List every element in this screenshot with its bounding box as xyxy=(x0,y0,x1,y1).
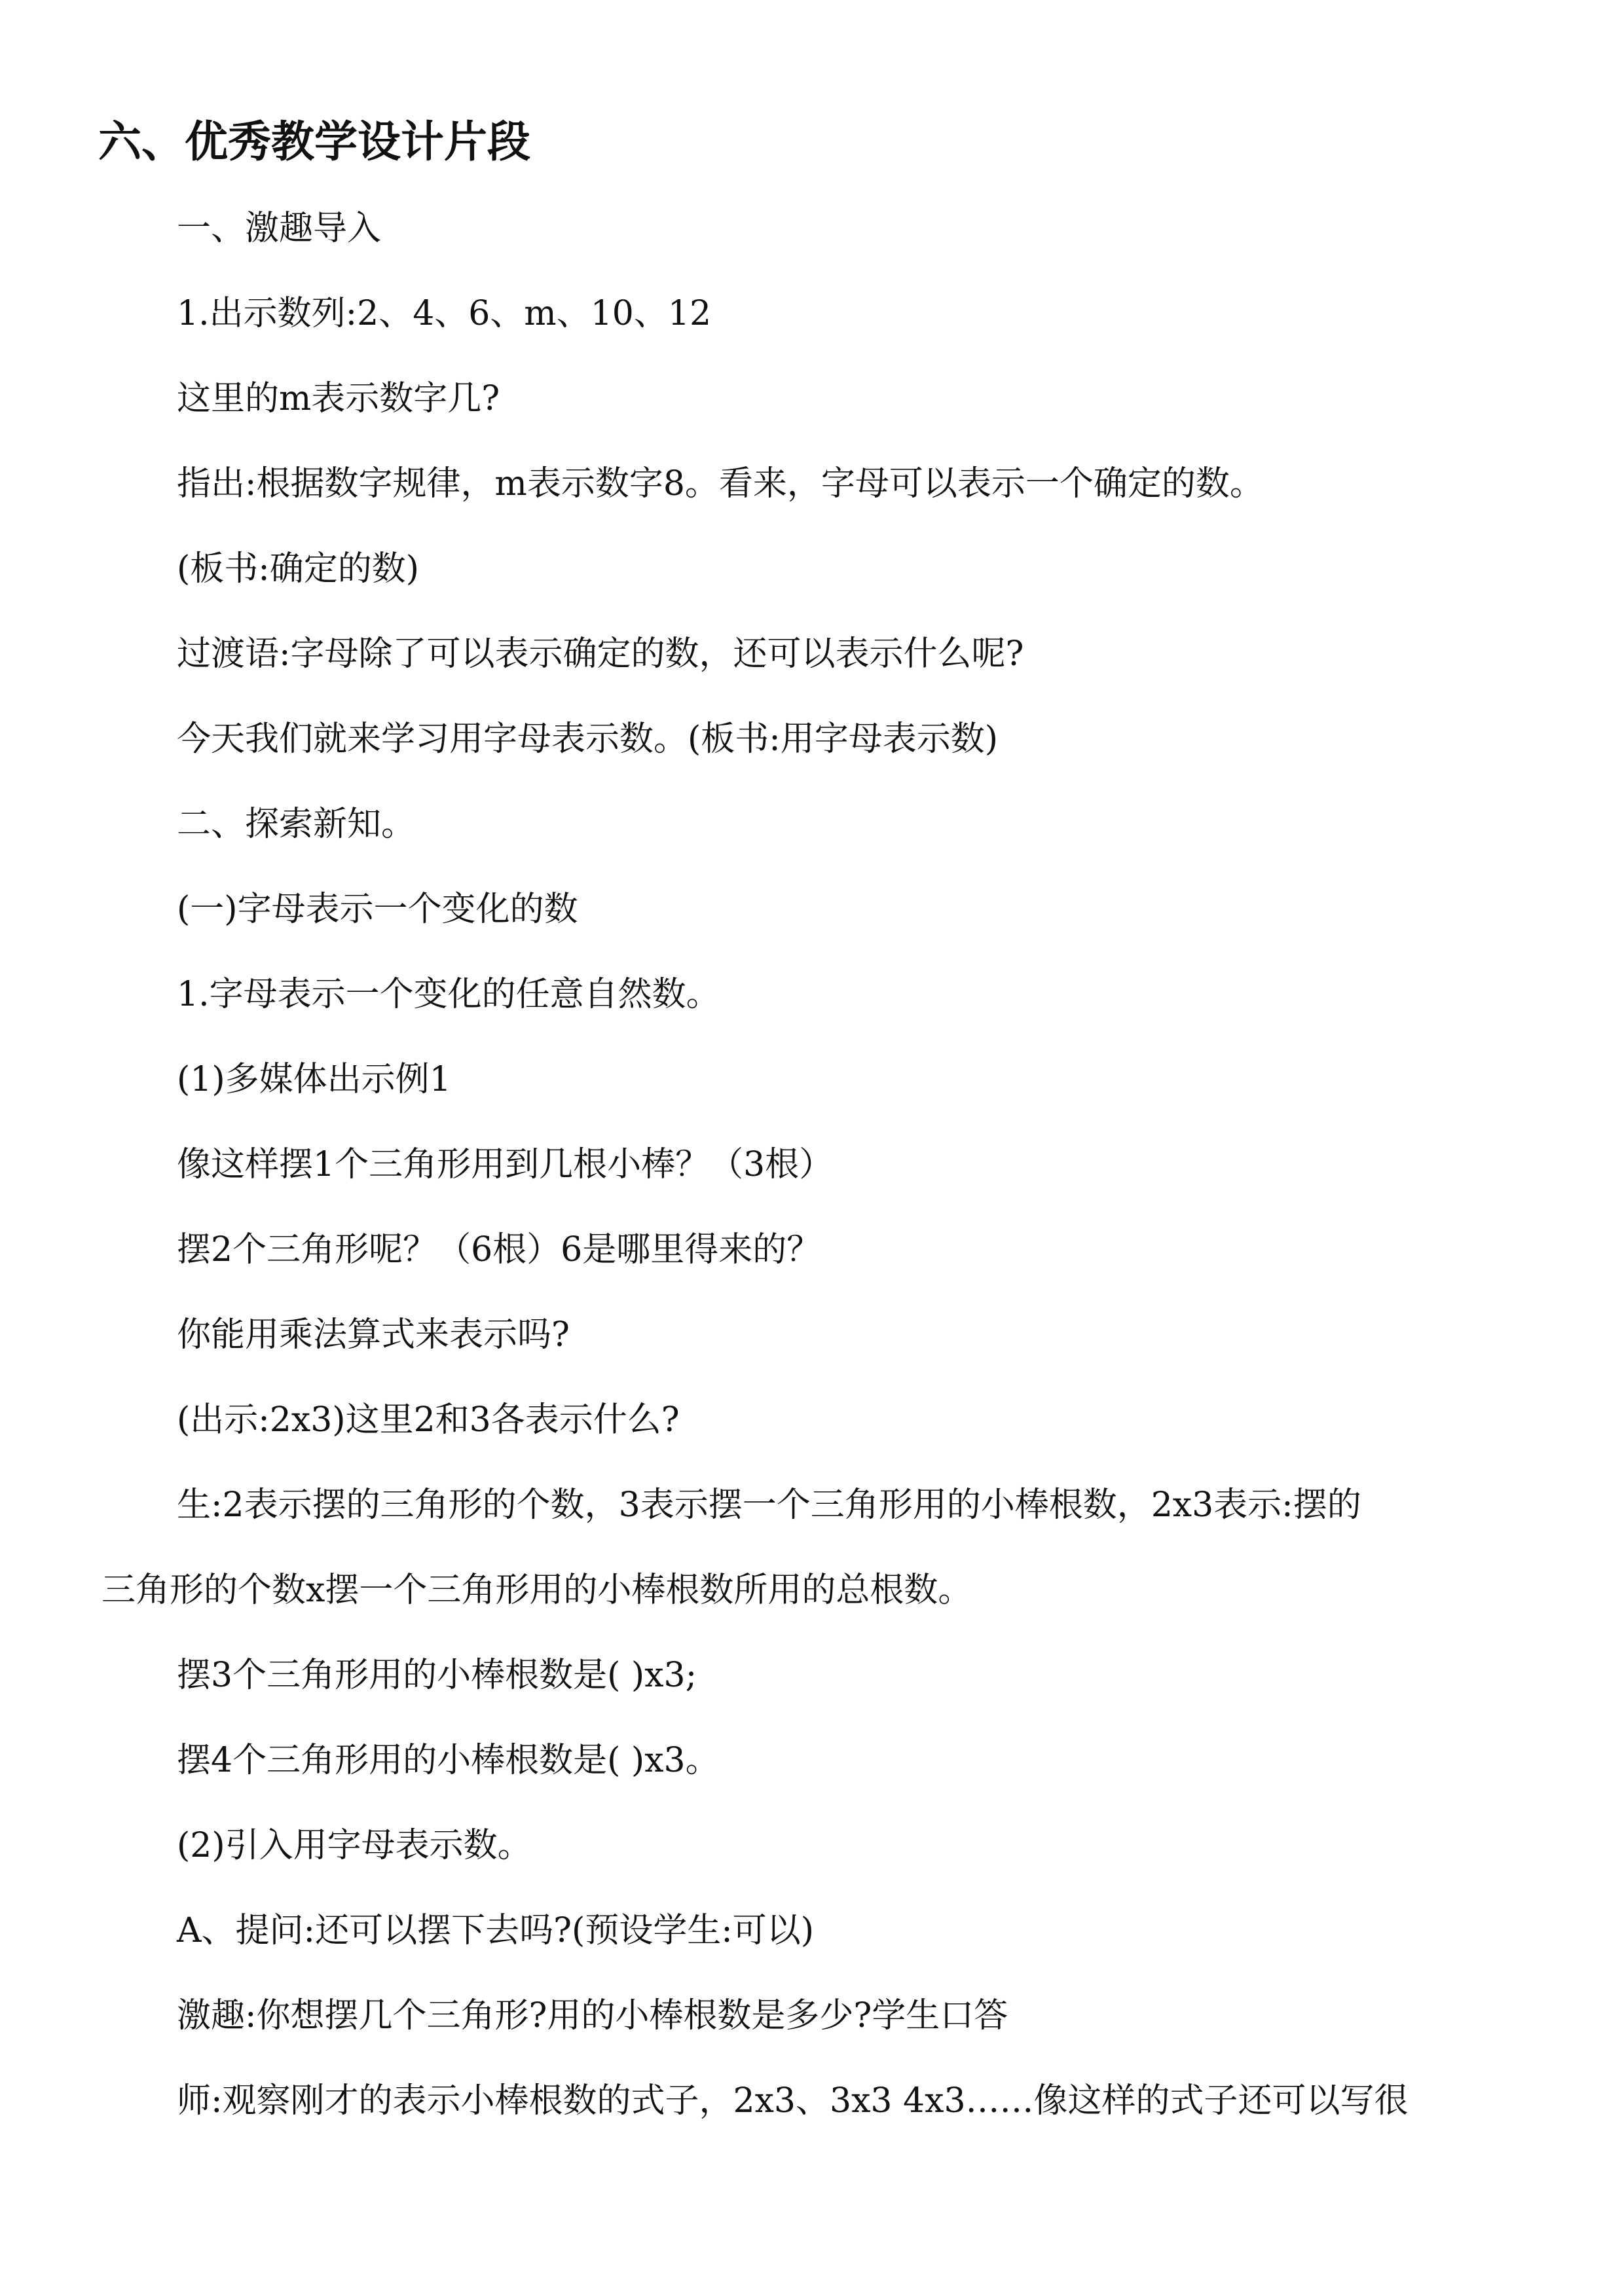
text-line: 指出:根据数字规律，m表示数字8。看来，字母可以表示一个确定的数。 xyxy=(177,464,1264,503)
text-line: 摆3个三角形用的小棒根数是( )x3; xyxy=(177,1656,697,1695)
text-line: 三角形的个数x摆一个三角形用的小棒根数所用的总根数。 xyxy=(101,1571,972,1610)
text-line: 摆2个三角形呢？（6根）6是哪里得来的？ xyxy=(177,1230,821,1269)
text-line: (板书:确定的数) xyxy=(177,549,420,589)
text-line: 今天我们就来学习用字母表示数。(板书:用字母表示数) xyxy=(177,720,999,759)
text-line: 激趣:你想摆几个三角形?用的小棒根数是多少?学生口答 xyxy=(177,1996,1008,2035)
text-line: 1.出示数列:2、4、6、m、10、12 xyxy=(177,294,712,333)
text-line: 二、探索新知。 xyxy=(177,805,416,844)
text-line: 1.字母表示一个变化的任意自然数。 xyxy=(177,975,720,1014)
text-line: 这里的m表示数字几? xyxy=(177,379,500,418)
text-line: (1)多媒体出示例1 xyxy=(177,1060,451,1099)
text-line: 生:2表示摆的三角形的个数，3表示摆一个三角形用的小棒根数，2x3表示:摆的 xyxy=(177,1485,1361,1525)
text-line: (出示:2x3)这里2和3各表示什么? xyxy=(177,1400,680,1440)
text-line: (2)引入用字母表示数。 xyxy=(177,1826,532,1865)
text-line: 你能用乘法算式来表示吗? xyxy=(177,1315,570,1355)
text-line: A、提问:还可以摆下去吗?(预设学生:可以) xyxy=(177,1911,815,1950)
text-line: 师:观察刚才的表示小棒根数的式子，2x3、3x3 4x3……像这样的式子还可以写很 xyxy=(177,2081,1409,2121)
text-line: 一、激趣导入 xyxy=(177,209,382,248)
text-line: (一)字母表示一个变化的数 xyxy=(177,890,578,929)
section-heading: 六、优秀教学设计片段 xyxy=(98,117,530,167)
text-line: 过渡语:字母除了可以表示确定的数，还可以表示什么呢? xyxy=(177,634,1024,674)
text-line: 像这样摆1个三角形用到几根小棒？（3根） xyxy=(177,1145,834,1184)
text-line: 摆4个三角形用的小棒根数是( )x3。 xyxy=(177,1741,720,1780)
